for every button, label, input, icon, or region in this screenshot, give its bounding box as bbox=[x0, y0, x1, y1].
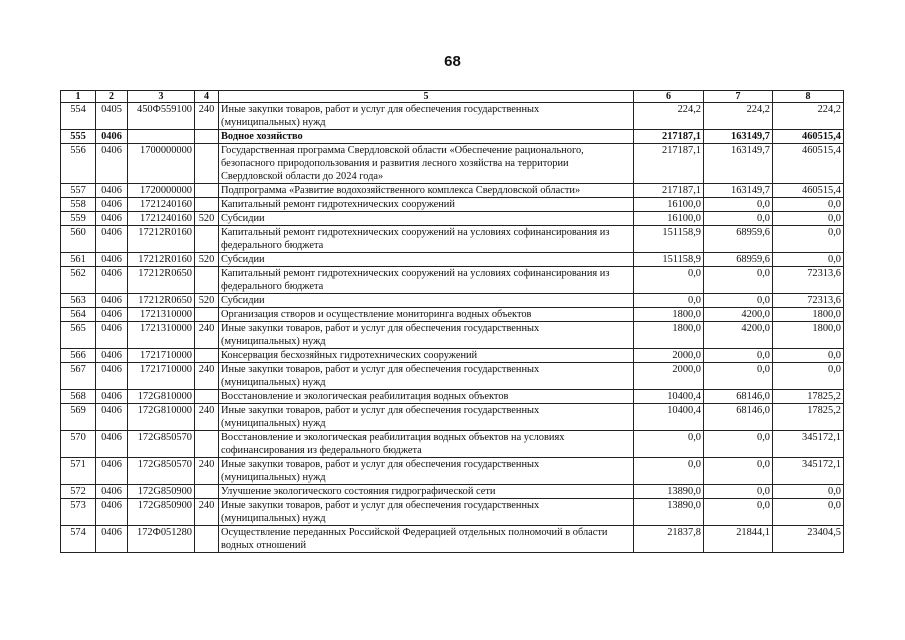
table-row bbox=[61, 404, 844, 431]
amount-col7: 68959,6 bbox=[704, 226, 773, 253]
amount-col8: 460515,4 bbox=[773, 130, 844, 144]
target-article-code: 450Ф559100 bbox=[128, 103, 195, 130]
target-article-code: 172G850900 bbox=[128, 485, 195, 499]
amount-col8: 72313,6 bbox=[773, 294, 844, 308]
table-row bbox=[61, 499, 844, 526]
amount-col6: 151158,9 bbox=[634, 253, 704, 267]
target-article-code: 1721240160 bbox=[128, 198, 195, 212]
column-header: 2 bbox=[96, 91, 128, 103]
target-article-code: 1721310000 bbox=[128, 322, 195, 349]
section-code: 0406 bbox=[96, 144, 128, 184]
description: Консервация бесхозяйных гидротехнических сооружений bbox=[219, 349, 634, 363]
amount-col8: 345172,1 bbox=[773, 458, 844, 485]
description: Подпрограмма «Развитие водохозяйственного комплекса Свердловской области» bbox=[219, 184, 634, 198]
expense-type-code bbox=[195, 267, 219, 294]
amount-col8: 1800,0 bbox=[773, 308, 844, 322]
row-number: 573 bbox=[61, 499, 96, 526]
description: Восстановление и экологическая реабилитация водных объектов bbox=[219, 390, 634, 404]
amount-col7: 163149,7 bbox=[704, 184, 773, 198]
amount-col7: 0,0 bbox=[704, 198, 773, 212]
section-code: 0406 bbox=[96, 212, 128, 226]
description: Иные закупки товаров, работ и услуг для обеспечения государственных (муниципальных) нужд bbox=[219, 404, 634, 431]
description: Осуществление переданных Российской Федерацией отдельных полномочий в области водных отношений bbox=[219, 526, 634, 553]
target-article-code: 17212R0650 bbox=[128, 267, 195, 294]
table-row bbox=[61, 130, 844, 144]
amount-col8: 0,0 bbox=[773, 226, 844, 253]
expense-type-code bbox=[195, 184, 219, 198]
target-article-code bbox=[128, 130, 195, 144]
section-code: 0406 bbox=[96, 485, 128, 499]
description: Организация створов и осуществление мониторинга водных объектов bbox=[219, 308, 634, 322]
amount-col7: 21844,1 bbox=[704, 526, 773, 553]
description: Иные закупки товаров, работ и услуг для обеспечения государственных (муниципальных) нужд bbox=[219, 499, 634, 526]
description: Субсидии bbox=[219, 253, 634, 267]
amount-col7: 0,0 bbox=[704, 294, 773, 308]
page-number: 68 bbox=[444, 53, 461, 70]
row-number: 565 bbox=[61, 322, 96, 349]
row-number: 563 bbox=[61, 294, 96, 308]
description: Восстановление и экологическая реабилитация водных объектов на условиях софинансирования из федерального бюджета bbox=[219, 431, 634, 458]
amount-col6: 217187,1 bbox=[634, 184, 704, 198]
expense-type-code bbox=[195, 144, 219, 184]
description: Государственная программа Свердловской области «Обеспечение рационального, безопасного природопользования и развития лесного хозяйства на территории Свердловской области до 2024 года» bbox=[219, 144, 634, 184]
section-code: 0406 bbox=[96, 526, 128, 553]
amount-col6: 10400,4 bbox=[634, 390, 704, 404]
amount-col7: 0,0 bbox=[704, 458, 773, 485]
column-header: 1 bbox=[61, 91, 96, 103]
description: Иные закупки товаров, работ и услуг для обеспечения государственных (муниципальных) нужд bbox=[219, 322, 634, 349]
section-code: 0406 bbox=[96, 294, 128, 308]
amount-col6: 13890,0 bbox=[634, 499, 704, 526]
amount-col7: 163149,7 bbox=[704, 130, 773, 144]
amount-col7: 0,0 bbox=[704, 267, 773, 294]
table-row bbox=[61, 308, 844, 322]
row-number: 570 bbox=[61, 431, 96, 458]
amount-col6: 217187,1 bbox=[634, 144, 704, 184]
target-article-code: 1700000000 bbox=[128, 144, 195, 184]
column-header: 7 bbox=[704, 91, 773, 103]
row-number: 555 bbox=[61, 130, 96, 144]
table-row bbox=[61, 226, 844, 253]
description: Субсидии bbox=[219, 212, 634, 226]
amount-col7: 68959,6 bbox=[704, 253, 773, 267]
section-code: 0406 bbox=[96, 458, 128, 485]
amount-col8: 23404,5 bbox=[773, 526, 844, 553]
table-row bbox=[61, 349, 844, 363]
expense-type-code bbox=[195, 485, 219, 499]
expense-type-code bbox=[195, 431, 219, 458]
table-row bbox=[61, 363, 844, 390]
table-row bbox=[61, 267, 844, 294]
budget-table bbox=[60, 90, 844, 553]
amount-col7: 0,0 bbox=[704, 431, 773, 458]
row-number: 562 bbox=[61, 267, 96, 294]
amount-col6: 13890,0 bbox=[634, 485, 704, 499]
target-article-code: 172G850900 bbox=[128, 499, 195, 526]
section-code: 0406 bbox=[96, 184, 128, 198]
amount-col7: 68146,0 bbox=[704, 390, 773, 404]
amount-col8: 17825,2 bbox=[773, 404, 844, 431]
section-code: 0406 bbox=[96, 267, 128, 294]
section-code: 0406 bbox=[96, 404, 128, 431]
expense-type-code: 240 bbox=[195, 404, 219, 431]
amount-col6: 224,2 bbox=[634, 103, 704, 130]
amount-col8: 17825,2 bbox=[773, 390, 844, 404]
section-code: 0406 bbox=[96, 390, 128, 404]
amount-col7: 163149,7 bbox=[704, 144, 773, 184]
column-header: 8 bbox=[773, 91, 844, 103]
amount-col6: 151158,9 bbox=[634, 226, 704, 253]
description: Капитальный ремонт гидротехнических сооружений на условиях софинансирования из федерального бюджета bbox=[219, 226, 634, 253]
section-code: 0406 bbox=[96, 499, 128, 526]
target-article-code: 17212R0160 bbox=[128, 253, 195, 267]
target-article-code: 17212R0650 bbox=[128, 294, 195, 308]
header-row bbox=[61, 91, 844, 103]
table-row bbox=[61, 212, 844, 226]
section-code: 0406 bbox=[96, 322, 128, 349]
amount-col6: 0,0 bbox=[634, 294, 704, 308]
description: Иные закупки товаров, работ и услуг для обеспечения государственных (муниципальных) нужд bbox=[219, 458, 634, 485]
amount-col7: 4200,0 bbox=[704, 322, 773, 349]
section-code: 0406 bbox=[96, 130, 128, 144]
row-number: 568 bbox=[61, 390, 96, 404]
amount-col8: 460515,4 bbox=[773, 144, 844, 184]
amount-col7: 224,2 bbox=[704, 103, 773, 130]
amount-col8: 0,0 bbox=[773, 349, 844, 363]
amount-col6: 2000,0 bbox=[634, 349, 704, 363]
expense-type-code: 520 bbox=[195, 294, 219, 308]
amount-col8: 0,0 bbox=[773, 485, 844, 499]
amount-col7: 0,0 bbox=[704, 499, 773, 526]
amount-col7: 0,0 bbox=[704, 485, 773, 499]
expense-type-code: 240 bbox=[195, 322, 219, 349]
amount-col7: 0,0 bbox=[704, 212, 773, 226]
target-article-code: 172G810000 bbox=[128, 390, 195, 404]
amount-col6: 16100,0 bbox=[634, 198, 704, 212]
expense-type-code: 520 bbox=[195, 212, 219, 226]
amount-col6: 0,0 bbox=[634, 267, 704, 294]
target-article-code: 172G810000 bbox=[128, 404, 195, 431]
row-number: 561 bbox=[61, 253, 96, 267]
description: Иные закупки товаров, работ и услуг для обеспечения государственных (муниципальных) нужд bbox=[219, 103, 634, 130]
table-row bbox=[61, 184, 844, 198]
expense-type-code bbox=[195, 308, 219, 322]
expense-type-code bbox=[195, 198, 219, 212]
amount-col6: 0,0 bbox=[634, 458, 704, 485]
expense-type-code bbox=[195, 349, 219, 363]
amount-col8: 0,0 bbox=[773, 363, 844, 390]
target-article-code: 1721710000 bbox=[128, 349, 195, 363]
amount-col8: 0,0 bbox=[773, 499, 844, 526]
table-row bbox=[61, 431, 844, 458]
table-row bbox=[61, 458, 844, 485]
amount-col8: 1800,0 bbox=[773, 322, 844, 349]
row-number: 554 bbox=[61, 103, 96, 130]
amount-col7: 0,0 bbox=[704, 363, 773, 390]
target-article-code: 172G850570 bbox=[128, 458, 195, 485]
table-row bbox=[61, 294, 844, 308]
expense-type-code: 520 bbox=[195, 253, 219, 267]
amount-col8: 224,2 bbox=[773, 103, 844, 130]
amount-col6: 10400,4 bbox=[634, 404, 704, 431]
table-row bbox=[61, 253, 844, 267]
amount-col8: 345172,1 bbox=[773, 431, 844, 458]
target-article-code: 1720000000 bbox=[128, 184, 195, 198]
expense-type-code bbox=[195, 526, 219, 553]
target-article-code: 1721710000 bbox=[128, 363, 195, 390]
expense-type-code bbox=[195, 390, 219, 404]
column-header: 5 bbox=[219, 91, 634, 103]
target-article-code: 1721240160 bbox=[128, 212, 195, 226]
amount-col6: 1800,0 bbox=[634, 322, 704, 349]
table-row bbox=[61, 390, 844, 404]
row-number: 569 bbox=[61, 404, 96, 431]
section-code: 0406 bbox=[96, 363, 128, 390]
amount-col7: 0,0 bbox=[704, 349, 773, 363]
description: Капитальный ремонт гидротехнических сооружений на условиях софинансирования из федерального бюджета bbox=[219, 267, 634, 294]
row-number: 559 bbox=[61, 212, 96, 226]
column-header: 3 bbox=[128, 91, 195, 103]
column-header: 4 bbox=[195, 91, 219, 103]
row-number: 558 bbox=[61, 198, 96, 212]
row-number: 556 bbox=[61, 144, 96, 184]
expense-type-code: 240 bbox=[195, 499, 219, 526]
section-code: 0406 bbox=[96, 198, 128, 212]
description: Улучшение экологического состояния гидрографической сети bbox=[219, 485, 634, 499]
target-article-code: 172Ф051280 bbox=[128, 526, 195, 553]
amount-col8: 0,0 bbox=[773, 212, 844, 226]
amount-col8: 0,0 bbox=[773, 253, 844, 267]
expense-type-code bbox=[195, 226, 219, 253]
row-number: 566 bbox=[61, 349, 96, 363]
amount-col7: 68146,0 bbox=[704, 404, 773, 431]
expense-type-code: 240 bbox=[195, 103, 219, 130]
row-number: 571 bbox=[61, 458, 96, 485]
row-number: 574 bbox=[61, 526, 96, 553]
row-number: 567 bbox=[61, 363, 96, 390]
description: Иные закупки товаров, работ и услуг для обеспечения государственных (муниципальных) нужд bbox=[219, 363, 634, 390]
table-row bbox=[61, 144, 844, 184]
row-number: 572 bbox=[61, 485, 96, 499]
section-code: 0406 bbox=[96, 308, 128, 322]
section-code: 0406 bbox=[96, 431, 128, 458]
amount-col8: 72313,6 bbox=[773, 267, 844, 294]
target-article-code: 1721310000 bbox=[128, 308, 195, 322]
table-row bbox=[61, 485, 844, 499]
amount-col7: 4200,0 bbox=[704, 308, 773, 322]
amount-col6: 1800,0 bbox=[634, 308, 704, 322]
amount-col6: 2000,0 bbox=[634, 363, 704, 390]
table-row bbox=[61, 322, 844, 349]
target-article-code: 17212R0160 bbox=[128, 226, 195, 253]
amount-col6: 217187,1 bbox=[634, 130, 704, 144]
expense-type-code bbox=[195, 130, 219, 144]
amount-col6: 21837,8 bbox=[634, 526, 704, 553]
expense-type-code: 240 bbox=[195, 458, 219, 485]
amount-col6: 0,0 bbox=[634, 431, 704, 458]
description: Капитальный ремонт гидротехнических сооружений bbox=[219, 198, 634, 212]
section-code: 0406 bbox=[96, 226, 128, 253]
column-header: 6 bbox=[634, 91, 704, 103]
section-code: 0406 bbox=[96, 253, 128, 267]
target-article-code: 172G850570 bbox=[128, 431, 195, 458]
section-code: 0406 bbox=[96, 349, 128, 363]
row-number: 557 bbox=[61, 184, 96, 198]
row-number: 564 bbox=[61, 308, 96, 322]
row-number: 560 bbox=[61, 226, 96, 253]
amount-col8: 0,0 bbox=[773, 198, 844, 212]
table-row bbox=[61, 103, 844, 130]
section-code: 0405 bbox=[96, 103, 128, 130]
expense-type-code: 240 bbox=[195, 363, 219, 390]
description: Водное хозяйство bbox=[219, 130, 634, 144]
description: Субсидии bbox=[219, 294, 634, 308]
amount-col8: 460515,4 bbox=[773, 184, 844, 198]
table-body bbox=[61, 103, 844, 553]
table-row bbox=[61, 198, 844, 212]
table-row bbox=[61, 526, 844, 553]
amount-col6: 16100,0 bbox=[634, 212, 704, 226]
